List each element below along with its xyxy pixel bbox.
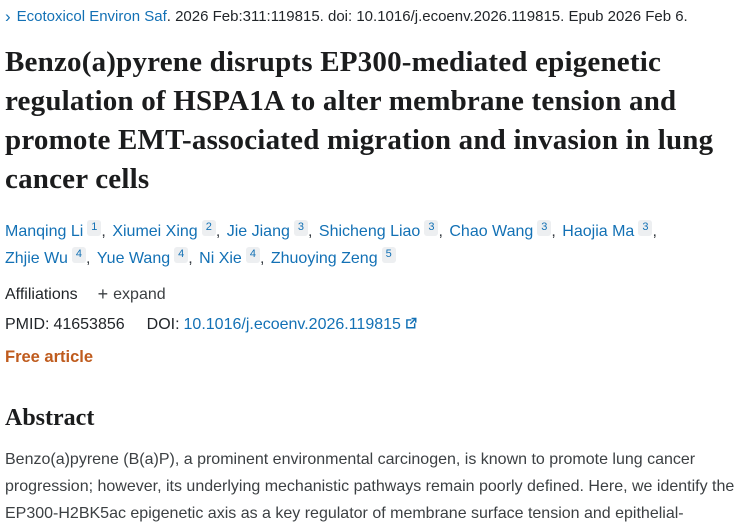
author-item (271, 245, 396, 272)
author-link[interactable]: Yue Wang (96, 250, 171, 267)
author-item (449, 218, 555, 245)
affiliation-superscript[interactable]: 4 (174, 247, 188, 263)
pmid-label: PMID: (5, 316, 50, 333)
expand-label: expand (113, 285, 166, 303)
author-item (97, 245, 193, 272)
affiliations-row (5, 284, 742, 305)
identifiers-row (5, 316, 742, 335)
affiliation-superscript[interactable]: 3 (537, 220, 551, 236)
author-link[interactable]: Haojia Ma (562, 223, 635, 240)
author-item (199, 245, 264, 272)
author-link[interactable]: Ni Xie (199, 250, 242, 267)
journal-link[interactable]: Ecotoxicol Environ Saf (16, 8, 167, 25)
author-item (227, 218, 313, 245)
affiliation-superscript[interactable]: 2 (202, 220, 216, 236)
article-title: Benzo(a)pyrene disrupts EP300-mediated epigenetic regulation of HSPA1A to alter membrane tension and promote EMT-associated migration and invasion in lung cancer cells (5, 46, 714, 195)
expand-affiliations-button[interactable] (98, 284, 166, 305)
abstract-text: Benzo(a)pyrene (B(a)P), a prominent environmental carcinogen, is known to promote lung cancer progression; however, its underlying mechanistic pathways remain poorly defined. Here, we identify the EP300-H2BK5ac epigenetic axis as a key regulator of membrane surface tension and epithelial- (5, 451, 735, 522)
author-link[interactable]: Xiumei Xing (112, 223, 198, 240)
abstract-heading: Abstract (5, 405, 95, 431)
chevron-right-icon: › (5, 7, 11, 26)
author-link[interactable]: Zhjie Wu (5, 250, 68, 267)
author-item (562, 218, 657, 245)
affiliation-superscript[interactable]: 3 (294, 220, 308, 236)
author-item (112, 218, 220, 245)
pmid-value: 41653856 (53, 316, 125, 333)
affiliation-superscript[interactable]: 3 (638, 220, 652, 236)
author-item (5, 218, 106, 245)
author-link[interactable]: Jie Jiang (226, 223, 290, 240)
affiliation-superscript[interactable]: 4 (72, 247, 86, 263)
affiliations-label: Affiliations (5, 285, 78, 303)
plus-icon: + (97, 284, 109, 304)
external-link-icon (404, 316, 418, 335)
author-item (5, 245, 90, 272)
author-link[interactable]: Chao Wang (449, 223, 534, 240)
affiliation-superscript[interactable]: 1 (87, 220, 101, 236)
doi-label: DOI: (146, 316, 180, 333)
affiliation-superscript[interactable]: 5 (382, 247, 396, 263)
doi-link[interactable]: 10.1016/j.ecoenv.2026.119815 (183, 316, 401, 333)
author-link[interactable]: Zhuoying Zeng (270, 250, 378, 267)
doi-group (147, 316, 418, 333)
author-link[interactable]: Shicheng Liao (318, 223, 421, 240)
author-item (319, 218, 443, 245)
affiliation-superscript[interactable]: 3 (424, 220, 438, 236)
free-article-label: Free article (5, 348, 94, 366)
author-link[interactable]: Manqing Li (5, 223, 84, 240)
citation-details: . 2026 Feb:311:119815. doi: 10.1016/j.ecoenv.2026.119815. Epub 2026 Feb 6. (166, 8, 688, 25)
affiliation-superscript[interactable]: 4 (246, 247, 260, 263)
citation-bar (5, 6, 742, 26)
author-list (5, 218, 742, 272)
